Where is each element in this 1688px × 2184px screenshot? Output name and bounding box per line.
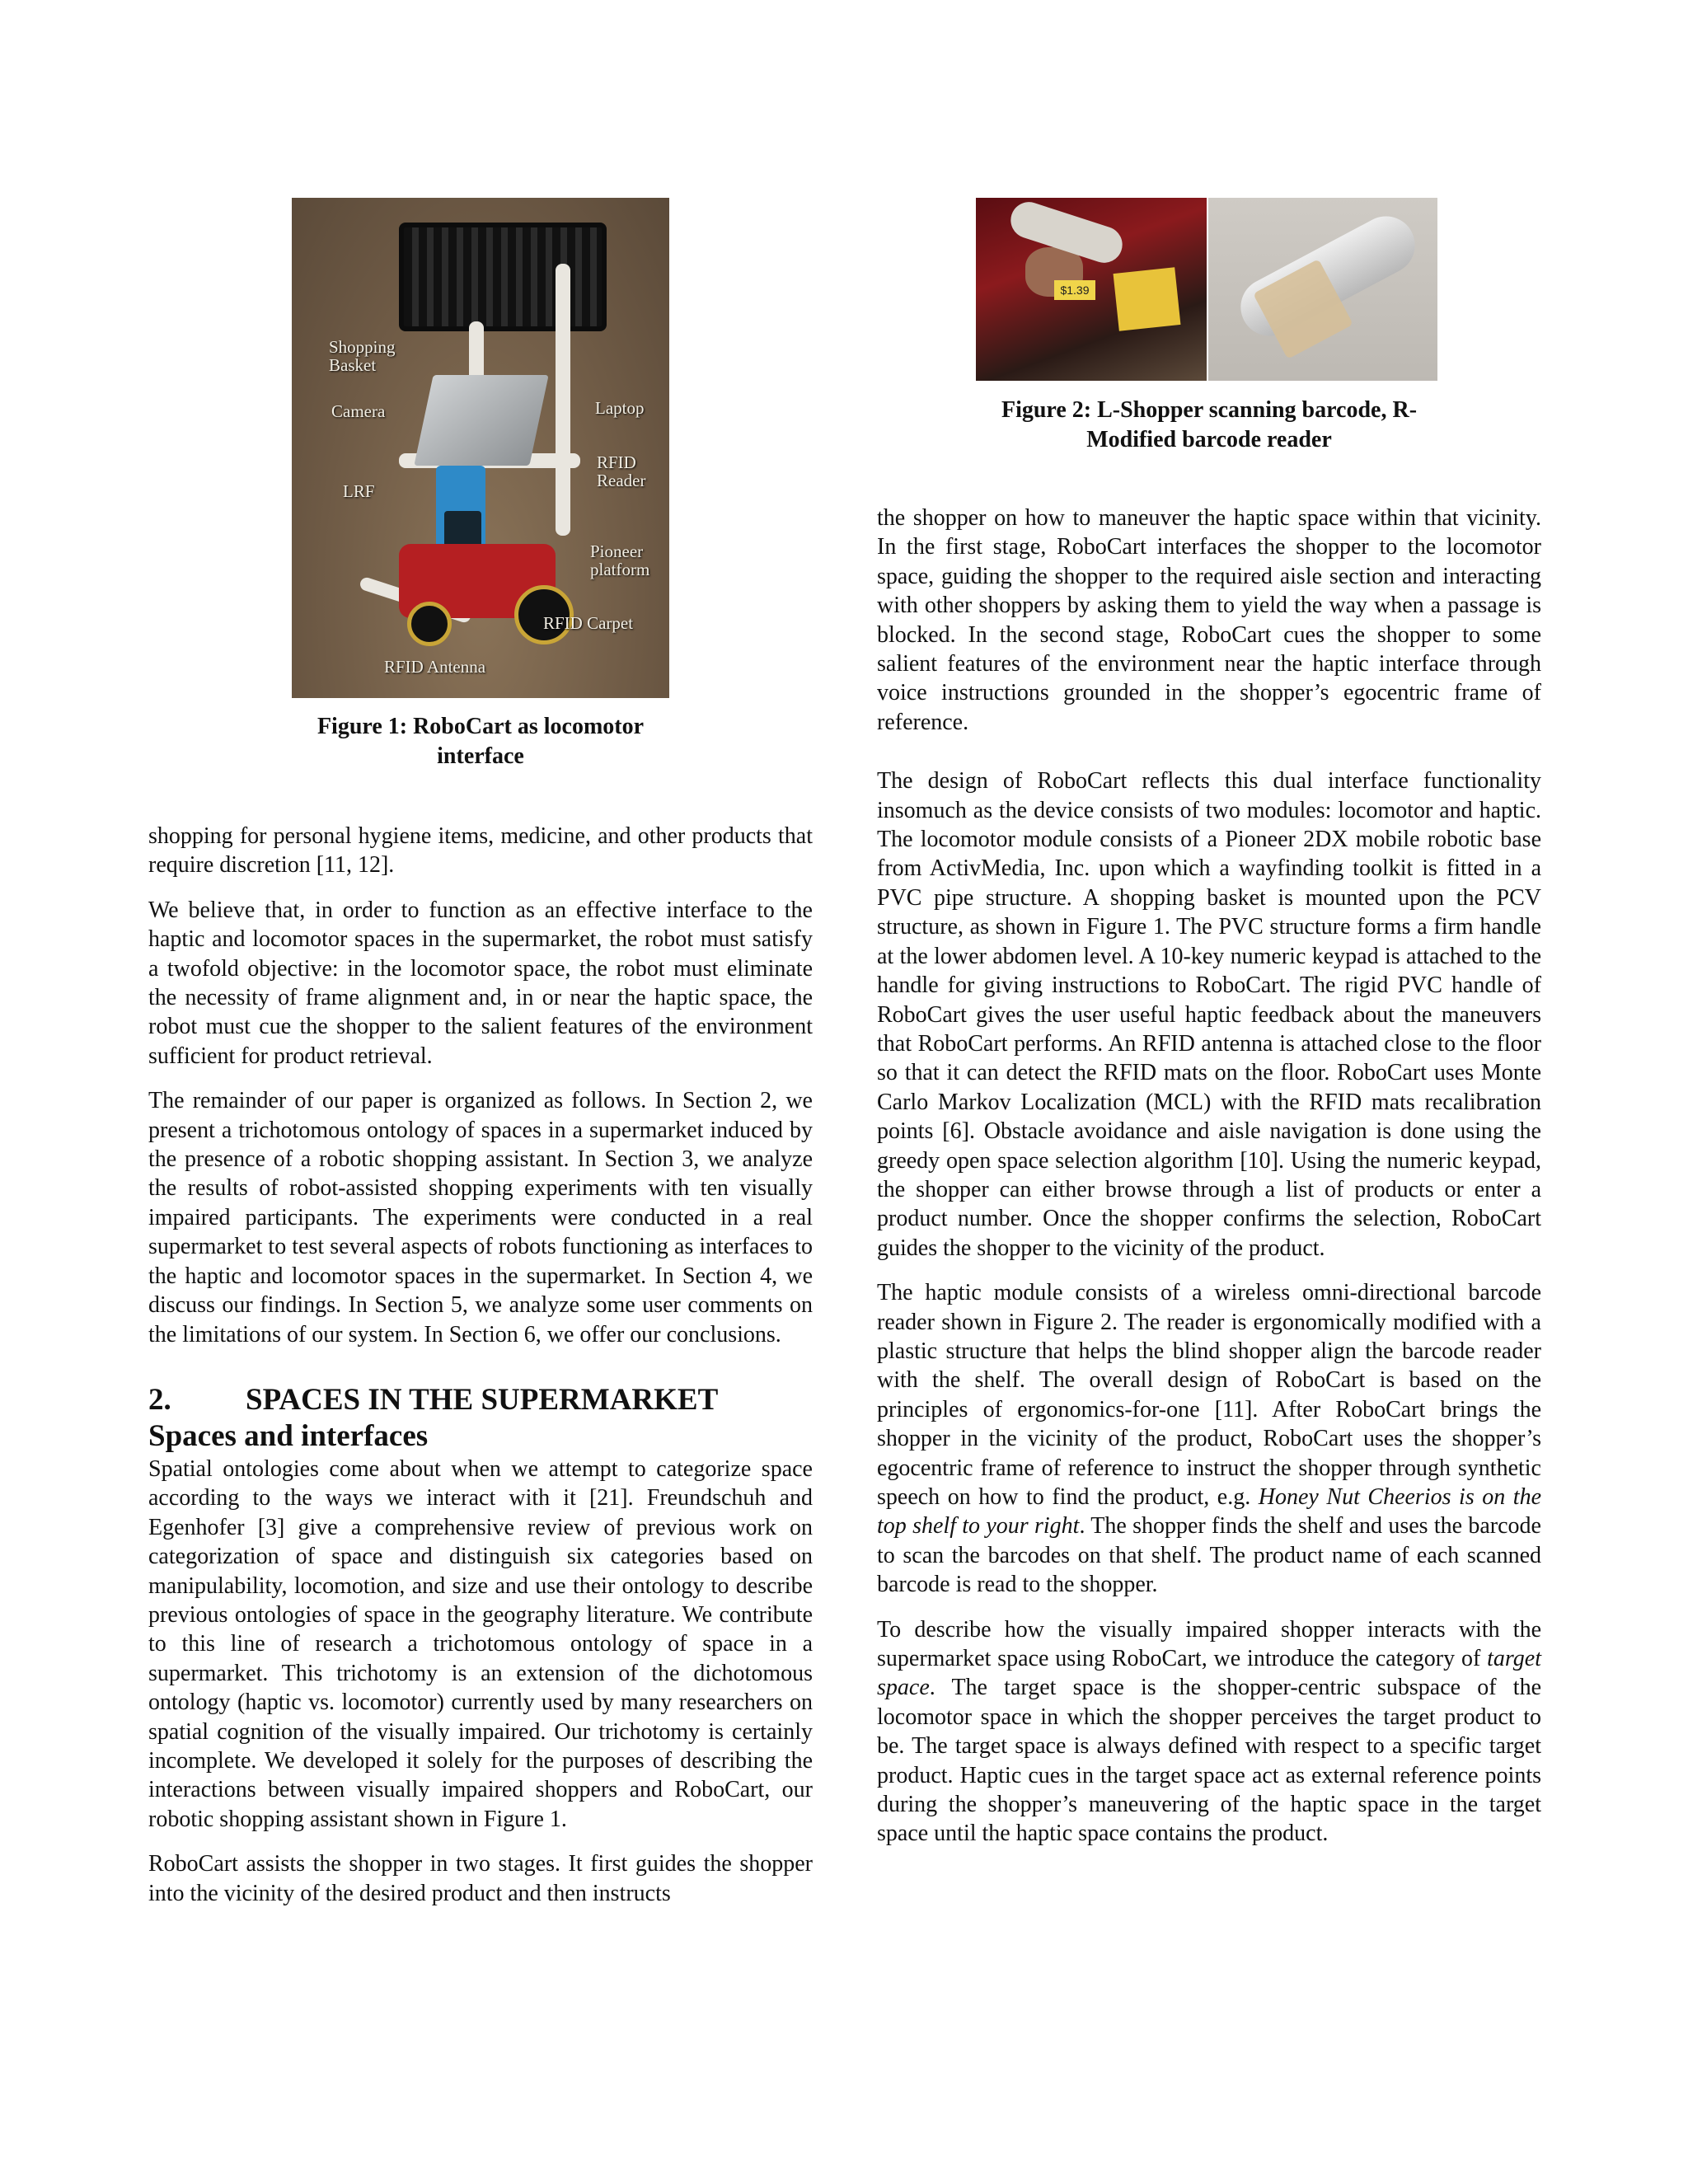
figure-2-caption-line2: Modified barcode reader xyxy=(1086,427,1332,452)
left-paragraph-2: We believe that, in order to function as an effective interface to the haptic and locomotor spaces in the supermarket, the robot must satisfy a twofold objective: in the locomotor space, the robot must eliminate the necessity of frame alignment and, in or near the haptic space, the robot must cue the shopper to the salient features of the environment sufficient for product retrieval. xyxy=(148,897,813,1069)
right-paragraph-4-part-b: . The target space is the shopper-centric subspace of the locomotor space in which the shopper perceives the target product to be. The target space is always defined with respect to a specific target product. Haptic cues in the target space act as external reference points during the shopper’s maneuvering of the haptic space in the target space until the haptic space contains the product. xyxy=(877,1675,1541,1847)
figure-1-caption xyxy=(148,712,813,771)
right-paragraph-4-part-a: To describe how the visually impaired shopper interacts with the supermarket space using RoboCart, we introduce the category of xyxy=(877,1616,1541,1672)
label-shopping-basket: Shopping Basket xyxy=(329,337,396,375)
wheel-shape xyxy=(407,602,452,646)
label-rfid-antenna: RFID Antenna xyxy=(384,657,486,677)
right-paragraph-3-part-a: The haptic module consists of a wireless omni-directional barcode reader shown in Figure 2. The reader is ergonomically modified with a plastic structure that helps the blind shopper align the barcode reader with the shelf. The overall design of RoboCart is based on the principles of ergonomics-for-one [11]. After RoboCart brings the shopper in the vicinity of the product, RoboCart uses the shopper’s egocentric frame of reference to instruct the shopper through synthetic speech on how to find the product, e.g. xyxy=(877,1280,1541,1510)
figure-1-caption-line2: interface xyxy=(437,743,524,769)
left-paragraph-1: shopping for personal hygiene items, medicine, and other products that require discretion [11, 12]. xyxy=(148,823,813,879)
figure-2-caption-line1: Figure 2: L-Shopper scanning barcode, R- xyxy=(1001,397,1418,423)
right-paragraph-3-italic: Honey Nut Cheerios is on the top shelf to your right xyxy=(877,1484,1541,1540)
section-heading xyxy=(148,1382,813,1418)
left-paragraph-3: The remainder of our paper is organized as follows. In Section 2, we present a trichotomous ontology of spaces in a supermarket induced by the presence of a robotic shopping assistant. In Section 3, we analyze the results of robot-assisted shopping experiments with ten visually impaired participants. The experiments were conducted in a real supermarket to test several aspects of robots functioning as interfaces to the haptic and locomotor spaces in the supermarket. In Section 4, we discuss our findings. In Section 5, we analyze some user comments on the limitations of our system. In Section 6, we offer our conclusions. xyxy=(148,1088,813,1347)
right-paragraph-2: The design of RoboCart reflects this dual interface functionality insomuch as the device consists of two modules: locomotor and haptic. The locomotor module consists of a Pioneer 2DX mobile robotic base from ActivMedia, Inc. upon which a wayfinding toolkit is fitted in a PVC pipe structure. A shopping basket is mounted upon the PCV structure, as shown in Figure 1. The PVC structure forms a firm handle at the lower abdomen level. A 10-key numeric keypad is attached to the handle for giving instructions to RoboCart. The rigid PVC handle of RoboCart gives the user useful haptic feedback about the maneuvers that RoboCart performs. An RFID antenna is attached close to the floor so that it can detect the RFID mats on the floor. RoboCart uses Monte Carlo Markov Localization (MCL) with the RFID mats recalibration points [6]. Obstacle avoidance and aisle navigation is done using the greedy open space selection algorithm [10]. Using the numeric keypad, the shopper can either browse through a list of products or enter a product number. Once the shopper confirms the selection, RoboCart guides the shopper to the vicinity of the product. xyxy=(877,768,1541,1261)
shopping-basket-shape xyxy=(399,223,607,331)
right-paragraph-3 xyxy=(877,1278,1541,1599)
laptop-shape xyxy=(414,375,548,466)
figure-2-caption xyxy=(877,396,1541,455)
left-paragraph-4: Spatial ontologies come about when we attempt to categorize space according to the ways we interact with it [21]. Freundschuh and Egenhofer [3] give a comprehensive review of previous work on categorization of space and distinguish six categories based on manipulability, locomotion, and size and use their ontology to describe previous ontologies of space in the geography literature. We contribute to this line of research a trichotomous ontology of space in a supermarket. This trichotomy is an extension of the dichotomous ontology (haptic vs. locomotor) currently used by many researchers on spatial cognition of the visually impaired. Our trichotomy is certainly incomplete. We developed it solely for the purposes of describing the interactions between visually impaired shoppers and RoboCart, our robotic shopping assistant shown in Figure 1. xyxy=(148,1455,813,1832)
right-paragraph-4 xyxy=(877,1615,1541,1849)
cereal-box-shape xyxy=(1114,267,1181,330)
section-number: 2. xyxy=(148,1382,171,1417)
label-lrf: LRF xyxy=(343,481,375,501)
right-body xyxy=(877,504,1541,1849)
figure-1-image xyxy=(292,198,669,698)
right-paragraph-4-italic: target space xyxy=(877,1646,1541,1701)
label-pioneer-platform: Pioneer platform xyxy=(590,541,650,579)
subsection-heading: Spaces and interfaces xyxy=(148,1418,429,1453)
label-camera: Camera xyxy=(331,401,386,421)
label-rfid-reader: RFID Reader xyxy=(597,452,646,490)
label-laptop: Laptop xyxy=(595,398,645,418)
figure-2-left-image xyxy=(976,198,1207,381)
price-tag: $1.39 xyxy=(1054,280,1095,300)
figure-1-caption-line1: Figure 1: RoboCart as locomotor xyxy=(316,714,645,739)
pvc-pipe xyxy=(556,264,570,536)
right-paragraph-1: the shopper on how to maneuver the haptic space within that vicinity. In the first stage, RoboCart interfaces the shopper to the locomotor space, guiding the shopper to the required aisle section and interacting with other shoppers by asking them to yield the way when a passage is blocked. In the second stage, RoboCart cues the shopper to some salient features of the environment near the haptic interface through voice instructions grounded in the shopper’s egocentric frame of reference. xyxy=(877,505,1541,735)
figure-2-right-image xyxy=(1208,198,1437,381)
left-paragraph-5: RoboCart assists the shopper in two stages. It first guides the shopper into the vicinity of the desired product and then instructs xyxy=(148,1851,813,1906)
left-body xyxy=(148,822,813,1908)
section-title: SPACES IN THE SUPERMARKET xyxy=(246,1382,719,1417)
right-paragraph-3-part-b: . The shopper finds the shelf and uses the barcode to scan the barcodes on that shelf. The product name of each scanned barcode is read to the shopper. xyxy=(877,1513,1541,1598)
label-rfid-carpet: RFID Carpet xyxy=(543,613,634,633)
